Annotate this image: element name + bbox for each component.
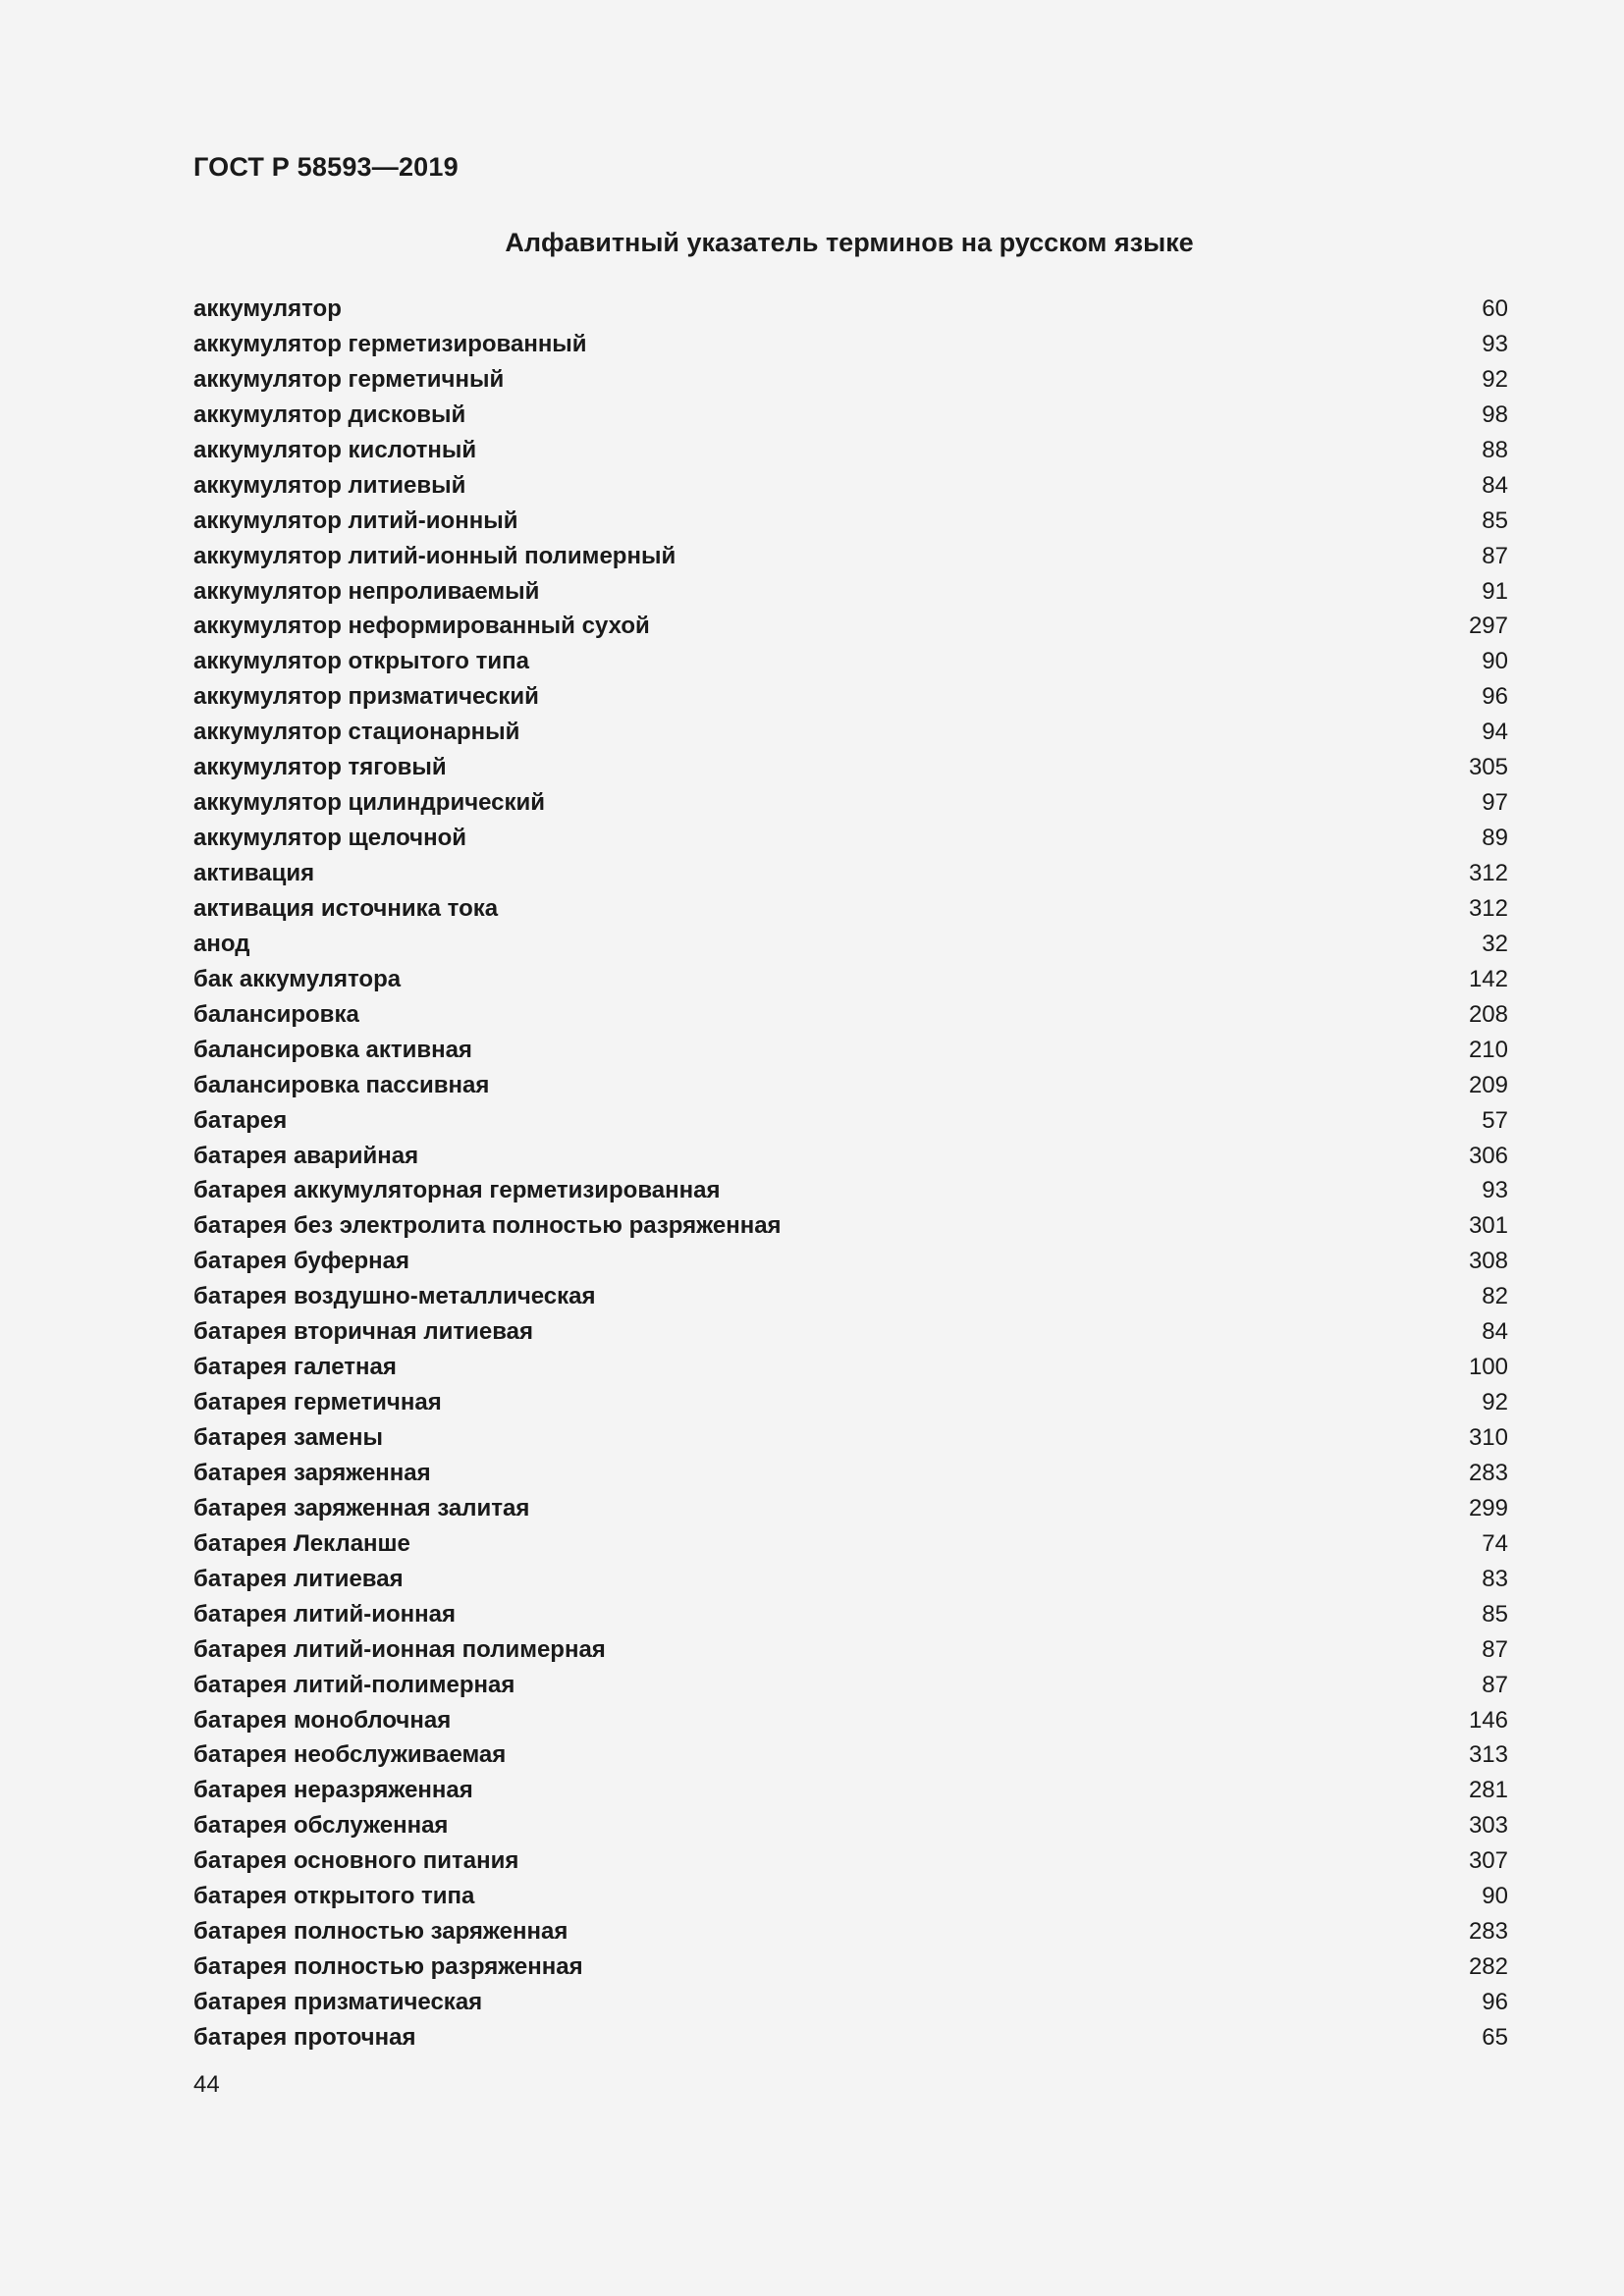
index-page-ref: 84 xyxy=(1482,1318,1508,1346)
index-entry xyxy=(193,715,1508,750)
index-page-ref: 312 xyxy=(1468,894,1508,922)
index-term: батарея проточная xyxy=(193,2023,416,2051)
index-term: бак аккумулятора xyxy=(193,965,402,992)
index-term: аккумулятор дисковый xyxy=(193,400,466,428)
index-entry xyxy=(193,1456,1508,1491)
index-term: активация источника тока xyxy=(193,894,499,922)
index-term: батарея полностью заряженная xyxy=(193,1918,568,1946)
index-term: батарея открытого типа xyxy=(193,1883,475,1910)
index-term: батарея воздушно-металлическая xyxy=(193,1283,596,1310)
index-term: аккумулятор литий-ионный xyxy=(193,507,518,534)
index-page-ref: 57 xyxy=(1482,1106,1508,1134)
index-term: батарея аккумуляторная герметизированная xyxy=(193,1177,721,1204)
index-term: батарея аварийная xyxy=(193,1142,419,1169)
index-term: батарея основного питания xyxy=(193,1847,519,1875)
index-entry xyxy=(193,398,1508,433)
index-term: батарея заряженная xyxy=(193,1459,431,1486)
index-page-ref: 87 xyxy=(1482,1635,1508,1663)
index-page-ref: 94 xyxy=(1482,719,1508,746)
index-page-ref: 308 xyxy=(1468,1248,1508,1275)
index-term: балансировка активная xyxy=(193,1036,472,1063)
index-page-ref: 142 xyxy=(1468,965,1508,992)
index-page-ref: 90 xyxy=(1482,1883,1508,1910)
index-page-ref: 83 xyxy=(1482,1565,1508,1592)
index-entry xyxy=(193,327,1508,362)
index-page-ref: 96 xyxy=(1482,1989,1508,2015)
index-entry xyxy=(193,433,1508,468)
index-entry xyxy=(193,609,1508,644)
index-entry xyxy=(193,1033,1508,1068)
index-entry xyxy=(193,1668,1508,1703)
index-term: батарея неразряженная xyxy=(193,1777,473,1804)
index-page-ref: 85 xyxy=(1482,507,1508,534)
index-term: батарея моноблочная xyxy=(193,1706,452,1734)
index-term: аккумулятор стационарный xyxy=(193,719,520,746)
index-term: аккумулятор герметичный xyxy=(193,365,505,393)
index-entry xyxy=(193,750,1508,785)
index-page-ref: 82 xyxy=(1482,1283,1508,1310)
index-term: активация xyxy=(193,860,315,886)
index-entry xyxy=(193,1597,1508,1632)
index-entry xyxy=(193,1808,1508,1843)
index-entry xyxy=(193,504,1508,539)
index-term: аккумулятор призматический xyxy=(193,683,539,711)
index-page-ref: 301 xyxy=(1468,1212,1508,1240)
index-entry xyxy=(193,1526,1508,1562)
index-entry xyxy=(193,927,1508,962)
index-entry xyxy=(193,1208,1508,1244)
index-page-ref: 96 xyxy=(1482,683,1508,711)
index-page-ref: 98 xyxy=(1482,400,1508,428)
index-entry xyxy=(193,856,1508,891)
index-page-ref: 74 xyxy=(1482,1529,1508,1557)
index-entry xyxy=(193,574,1508,610)
index-term: батарея буферная xyxy=(193,1248,410,1275)
index-term: батарея xyxy=(193,1106,288,1134)
index-page-ref: 84 xyxy=(1482,471,1508,499)
index-term: батарея заряженная залитая xyxy=(193,1494,530,1522)
index-page-ref: 303 xyxy=(1468,1812,1508,1840)
index-entry xyxy=(193,1279,1508,1314)
index-term: батарея галетная xyxy=(193,1354,397,1381)
index-term: батарея герметичная xyxy=(193,1389,442,1416)
index-entry xyxy=(193,362,1508,398)
term-index-list xyxy=(193,292,1508,2056)
index-entry xyxy=(193,1737,1508,1773)
index-page-ref: 92 xyxy=(1482,1389,1508,1416)
index-page-ref: 92 xyxy=(1482,365,1508,393)
index-page-ref: 305 xyxy=(1468,754,1508,781)
index-page-ref: 307 xyxy=(1468,1847,1508,1875)
index-entry xyxy=(193,1244,1508,1279)
index-entry xyxy=(193,2020,1508,2056)
index-term: аккумулятор xyxy=(193,295,342,322)
index-page-ref: 97 xyxy=(1482,789,1508,817)
index-page-ref: 281 xyxy=(1468,1777,1508,1804)
index-term: батарея литий-ионная xyxy=(193,1600,456,1628)
index-term: аккумулятор неформированный сухой xyxy=(193,613,650,640)
index-term: аккумулятор кислотный xyxy=(193,436,477,463)
index-term: балансировка xyxy=(193,1000,359,1028)
index-term: аккумулятор герметизированный xyxy=(193,330,587,357)
index-term: аккумулятор цилиндрический xyxy=(193,789,546,817)
document-code: ГОСТ Р 58593—2019 xyxy=(193,152,459,182)
index-entry xyxy=(193,1068,1508,1103)
index-entry xyxy=(193,891,1508,927)
index-page-ref: 146 xyxy=(1468,1706,1508,1734)
index-page-ref: 312 xyxy=(1468,860,1508,886)
index-page-ref: 93 xyxy=(1482,1177,1508,1204)
index-page-ref: 282 xyxy=(1468,1953,1508,1981)
index-term: батарея Лекланше xyxy=(193,1529,410,1557)
index-term: аккумулятор открытого типа xyxy=(193,648,529,675)
index-entry xyxy=(193,1173,1508,1208)
index-page-ref: 93 xyxy=(1482,330,1508,357)
index-term: батарея литий-полимерная xyxy=(193,1671,515,1698)
index-term: батарея обслуженная xyxy=(193,1812,449,1840)
index-term: балансировка пассивная xyxy=(193,1071,490,1098)
index-term: батарея вторичная литиевая xyxy=(193,1318,533,1346)
index-page-ref: 283 xyxy=(1468,1459,1508,1486)
index-entry xyxy=(193,292,1508,327)
index-entry xyxy=(193,962,1508,997)
index-page-ref: 100 xyxy=(1468,1354,1508,1381)
index-page-ref: 209 xyxy=(1468,1071,1508,1098)
index-page-ref: 91 xyxy=(1482,577,1508,605)
index-page-ref: 60 xyxy=(1482,295,1508,322)
index-term: батарея литиевая xyxy=(193,1565,404,1592)
index-page-ref: 85 xyxy=(1482,1600,1508,1628)
index-page-ref: 90 xyxy=(1482,648,1508,675)
index-entry xyxy=(193,679,1508,715)
index-term: аккумулятор литиевый xyxy=(193,471,466,499)
index-page-ref: 297 xyxy=(1468,613,1508,640)
index-entry xyxy=(193,1562,1508,1597)
index-page-ref: 313 xyxy=(1468,1741,1508,1769)
index-page-ref: 87 xyxy=(1482,1671,1508,1698)
index-entry xyxy=(193,821,1508,856)
index-page-ref: 283 xyxy=(1468,1918,1508,1946)
index-entry xyxy=(193,1139,1508,1174)
index-entry xyxy=(193,1914,1508,1949)
page-number: 44 xyxy=(193,2071,220,2098)
index-page-ref: 299 xyxy=(1468,1494,1508,1522)
index-page-ref: 89 xyxy=(1482,825,1508,852)
index-entry xyxy=(193,1985,1508,2020)
index-page-ref: 310 xyxy=(1468,1424,1508,1451)
index-page-ref: 65 xyxy=(1482,2023,1508,2051)
index-page-ref: 306 xyxy=(1468,1142,1508,1169)
index-entry xyxy=(193,1314,1508,1350)
index-page-ref: 88 xyxy=(1482,436,1508,463)
index-entry xyxy=(193,539,1508,574)
index-entry xyxy=(193,1385,1508,1420)
index-term: батарея необслуживаемая xyxy=(193,1741,507,1769)
index-term: батарея полностью разряженная xyxy=(193,1953,583,1981)
index-entry xyxy=(193,1703,1508,1738)
index-page-ref: 87 xyxy=(1482,542,1508,569)
index-term: аккумулятор тяговый xyxy=(193,754,447,781)
index-entry xyxy=(193,997,1508,1033)
index-entry xyxy=(193,1879,1508,1914)
index-page-ref: 210 xyxy=(1468,1036,1508,1063)
index-term: аккумулятор непроливаемый xyxy=(193,577,540,605)
index-entry xyxy=(193,1491,1508,1526)
index-entry xyxy=(193,1773,1508,1808)
index-term: батарея литий-ионная полимерная xyxy=(193,1635,606,1663)
index-term: анод xyxy=(193,930,250,957)
index-entry xyxy=(193,785,1508,821)
index-term: батарея замены xyxy=(193,1424,384,1451)
index-term: аккумулятор литий-ионный полимерный xyxy=(193,542,677,569)
index-entry xyxy=(193,1632,1508,1668)
index-entry xyxy=(193,468,1508,504)
index-title: Алфавитный указатель терминов на русском языке xyxy=(505,228,1194,257)
index-term: аккумулятор щелочной xyxy=(193,825,466,852)
index-entry xyxy=(193,1103,1508,1139)
index-entry xyxy=(193,1350,1508,1385)
index-term: батарея без электролита полностью разряженная xyxy=(193,1212,782,1240)
index-term: батарея призматическая xyxy=(193,1989,483,2015)
index-entry xyxy=(193,1420,1508,1456)
index-entry xyxy=(193,644,1508,679)
index-entry xyxy=(193,1843,1508,1879)
index-page-ref: 208 xyxy=(1468,1000,1508,1028)
index-page-ref: 32 xyxy=(1482,930,1508,957)
index-entry xyxy=(193,1949,1508,1985)
